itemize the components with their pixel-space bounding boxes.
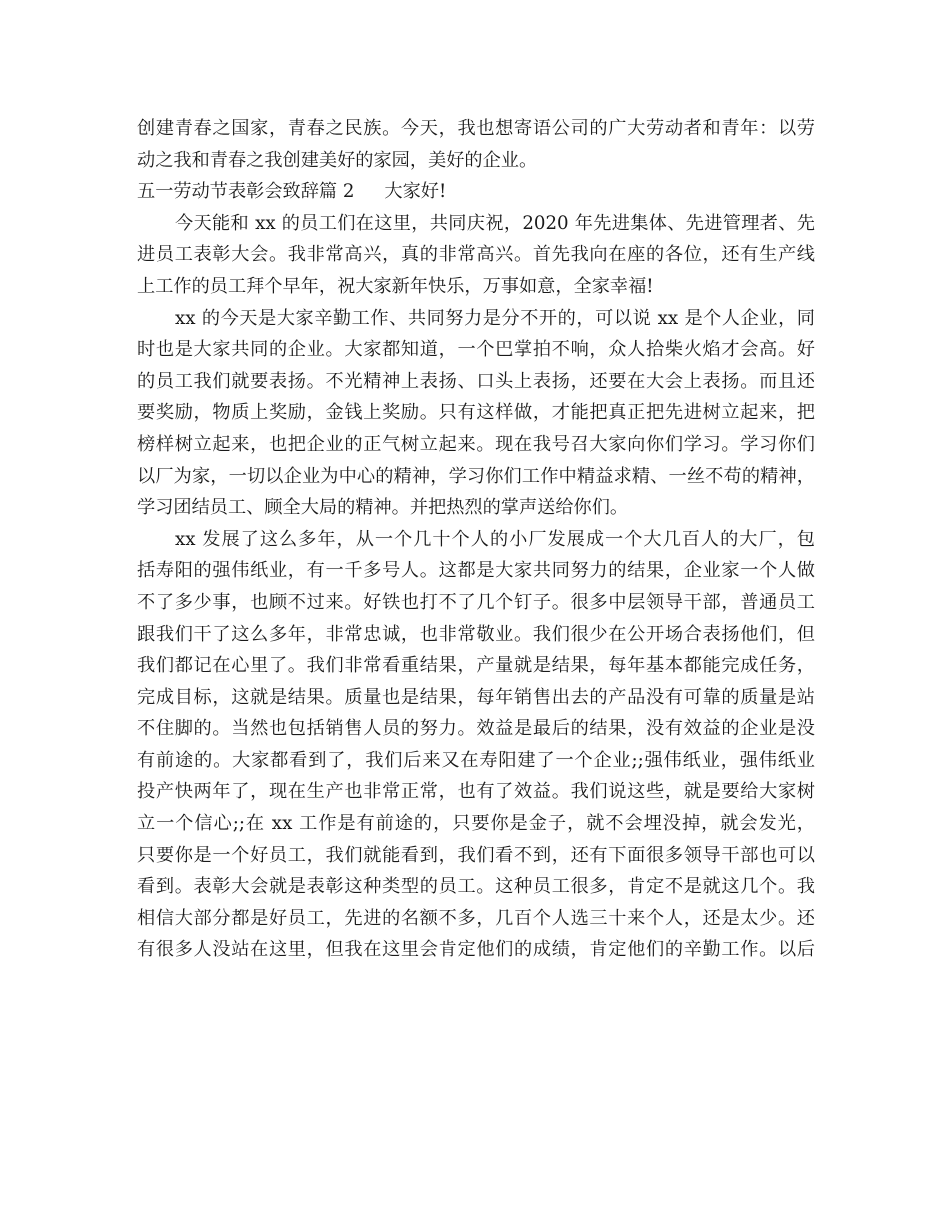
text-line: 相信大部分都是好员工，先进的名额不多，几百个人选三十来个人，还是太少。还: [137, 907, 815, 929]
paragraph-2: [137, 303, 815, 524]
text-line: xx 发展了这么多年，从一个几十个人的小厂发展成一个大几百人的大厂，包: [175, 528, 815, 550]
paragraph-3: [137, 524, 815, 966]
section-heading: [137, 176, 815, 208]
text-line: 只要你是一个好员工，我们就能看到，我们看不到，还有下面很多领导干部也可以: [137, 844, 815, 866]
section-title: 五一劳动节表彰会致辞篇 2: [137, 181, 355, 203]
text-line: 有很多人没站在这里，但我在这里会肯定他们的成绩，肯定他们的辛勤工作。以后: [137, 939, 815, 961]
text-line: 立一个信心;;在 xx 工作是有前途的，只要你是金子，就不会埋没掉，就会发光，: [137, 813, 815, 835]
text-line: 以厂为家，一切以企业为中心的精神，学习你们工作中精益求精、一丝不苟的精神，: [137, 465, 815, 487]
text-line: 上工作的员工拜个早年，祝大家新年快乐，万事如意，全家幸福!: [137, 275, 654, 297]
text-line: 的员工我们就要表扬。不光精神上表扬、口头上表扬，还要在大会上表扬。而且还: [137, 370, 815, 392]
text-line: 动之我和青春之我创建美好的家园，美好的企业。: [137, 149, 538, 171]
text-line: 看到。表彰大会就是表彰这种类型的员工。这种员工很多，肯定不是就这几个。我: [137, 876, 815, 898]
text-line: 进员工表彰大会。我非常高兴，真的非常高兴。首先我向在座的各位，还有生产线: [137, 244, 815, 266]
text-line: 学习团结员工、顾全大局的精神。并把热烈的掌声送给你们。: [137, 497, 629, 519]
text-line: 括寿阳的强伟纸业，有一千多号人。这都是大家共同努力的结果，企业家一个人做: [137, 560, 815, 582]
text-line: 时也是大家共同的企业。大家都知道，一个巴掌拍不响，众人拾柴火焰才会高。好: [137, 339, 815, 361]
text-line: 跟我们干了这么多年，非常忠诚，也非常敬业。我们很少在公开场合表扬他们，但: [137, 623, 815, 645]
text-line: 不住脚的。当然也包括销售人员的努力。效益是最后的结果，没有效益的企业是没: [137, 718, 815, 740]
text-line: xx 的今天是大家辛勤工作、共同努力是分不开的，可以说 xx 是个人企业，同: [175, 307, 815, 329]
text-line: 要奖励，物质上奖励，金钱上奖励。只有这样做，才能把真正把先进树立起来，把: [137, 402, 815, 424]
intro-paragraph: [137, 113, 815, 176]
paragraph-1: [137, 208, 815, 303]
greeting: 大家好!: [384, 181, 447, 203]
text-line: 完成目标，这就是结果。质量也是结果，每年销售出去的产品没有可靠的质量是站: [137, 686, 815, 708]
text-line: 今天能和 xx 的员工们在这里，共同庆祝，2020 年先进集体、先进管理者、先: [175, 212, 815, 234]
text-line: 榜样树立起来，也把企业的正气树立起来。现在我号召大家向你们学习。学习你们: [137, 433, 815, 455]
text-line: 投产快两年了，现在生产也非常正常，也有了效益。我们说这些，就是要给大家树: [137, 781, 815, 803]
text-line: 有前途的。大家都看到了，我们后来又在寿阳建了一个企业;;强伟纸业，强伟纸业: [137, 749, 815, 771]
text-line: 我们都记在心里了。我们非常看重结果，产量就是结果，每年基本都能完成任务，: [137, 655, 815, 677]
document-body: [137, 113, 815, 966]
text-line: 创建青春之国家，青春之民族。今天，我也想寄语公司的广大劳动者和青年：以劳: [137, 118, 815, 139]
text-line: 不了多少事，也顾不过来。好铁也打不了几个钉子。很多中层领导干部，普通员工: [137, 591, 815, 613]
